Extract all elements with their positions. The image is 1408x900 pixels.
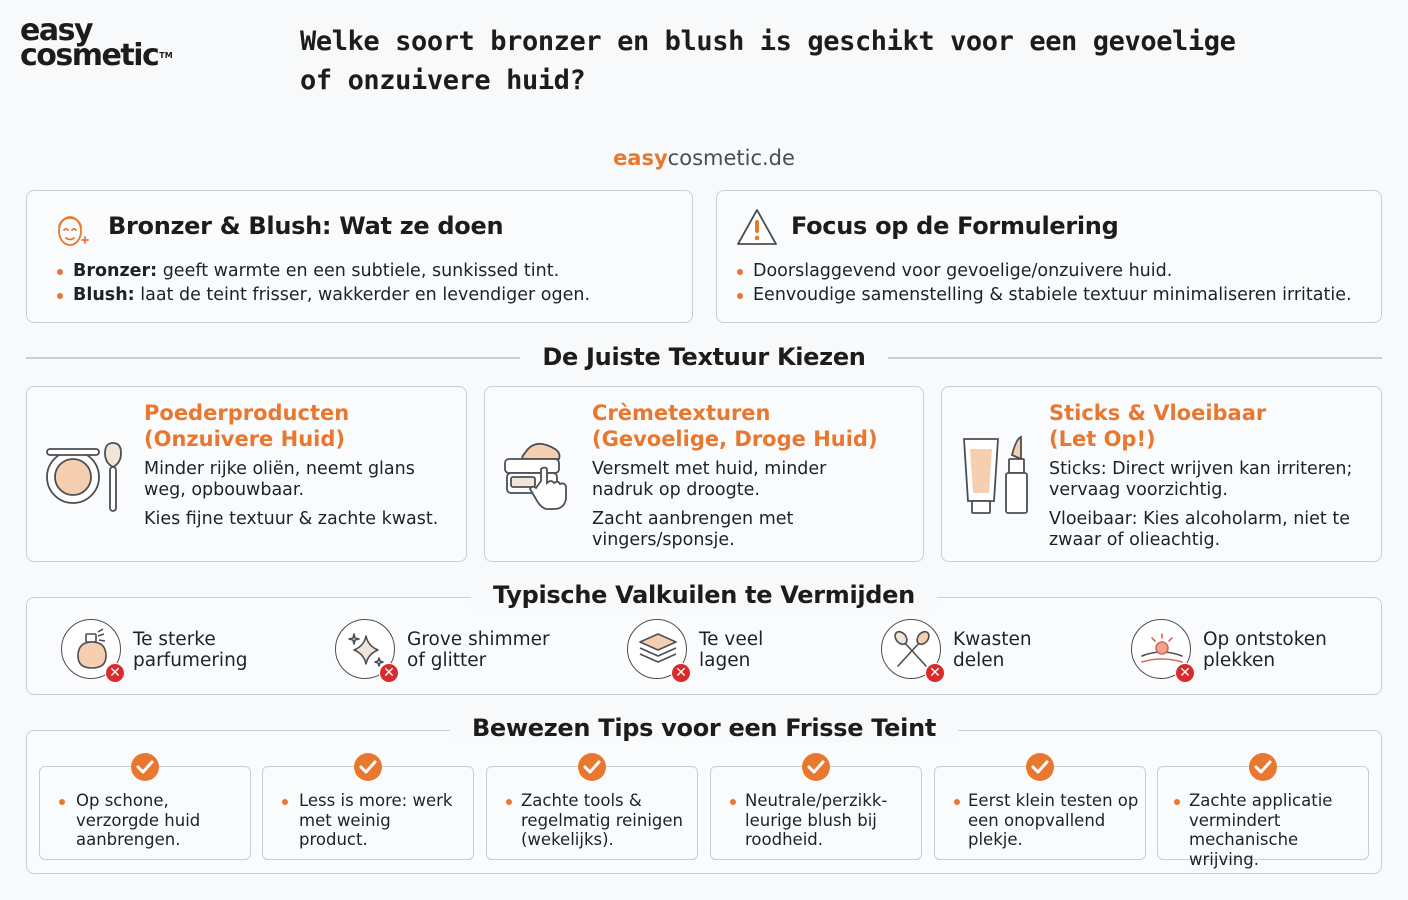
pitfall-label [1203, 629, 1327, 671]
layers-icon [636, 630, 680, 670]
error-badge-icon: ✕ [671, 663, 691, 683]
logo-tm: TM [159, 51, 173, 60]
tip-text-line: verzorgde huid [76, 810, 201, 830]
warning-icon [735, 207, 779, 247]
pitfall-label-line: lagen [699, 650, 751, 671]
texture-card-title-line: (Onzuivere Huid) [144, 427, 345, 451]
texture-card-text-line: Sticks: Direct wrijven kan irriteren; [1049, 459, 1353, 479]
tip-text-line: regelmatig reinigen [521, 810, 684, 830]
card-wat-ze-doen-heading: Bronzer & Blush: Wat ze doen [108, 212, 504, 240]
bullet-label: Blush: [73, 285, 135, 305]
texture-card-text-line: zwaar of olieachtig. [1049, 530, 1221, 550]
tip-text-line: leurige blush bij [745, 810, 877, 830]
texture-card-title-line: Sticks & Vloeibaar [1049, 401, 1267, 425]
tip-text-line: mechanische wrijving. [1189, 830, 1299, 869]
logo-line-2 [20, 38, 173, 73]
texture-card-title [144, 400, 349, 452]
texture-card-text [592, 459, 826, 551]
error-badge-icon: ✕ [1175, 663, 1195, 683]
error-badge-icon: ✕ [105, 663, 125, 683]
pitfall-item [627, 619, 847, 683]
tip-text-line: Neutrale/perzikk- [745, 791, 888, 810]
bullet-dot [954, 799, 960, 805]
texture-card-text-line: nadruk op droogte. [592, 480, 760, 500]
pitfall-label-line: Op ontstoken [1203, 629, 1327, 650]
site-url-rest: cosmetic.de [667, 146, 795, 170]
texture-card-text-line: vingers/sponsje. [592, 530, 735, 550]
section-tips [0, 714, 1408, 742]
tube-stick-icon [960, 433, 1034, 517]
pitfall-label [133, 629, 248, 671]
texture-card-text [1049, 459, 1352, 551]
tip-text-line: Eerst klein testen op [968, 791, 1139, 810]
tip-text-line: aanbrengen. [76, 830, 181, 849]
perfume-icon [72, 628, 112, 672]
bullet-label: Bronzer: [73, 261, 158, 281]
check-icon [130, 752, 160, 782]
tip-text-line: (wekelijks). [521, 830, 614, 849]
compact-brush-icon [45, 437, 129, 517]
bullet-dot [1174, 799, 1180, 805]
pitfall-label-line: Te veel [699, 629, 764, 650]
logo-line-2-text: cosmetic [20, 38, 159, 73]
texture-card-sticks [941, 386, 1382, 562]
logo-line-1: easy [20, 13, 93, 48]
site-url [0, 146, 1408, 170]
pitfall-item [881, 619, 1101, 683]
list-item: Doorslaggevend voor gevoelige/onzuivere huid. [735, 259, 1352, 283]
texture-card-creme [484, 386, 924, 562]
section-textuur [0, 343, 1408, 371]
list-item [55, 283, 590, 307]
error-badge-icon: ✕ [925, 663, 945, 683]
check-icon [353, 752, 383, 782]
bullet-dot [730, 799, 736, 805]
list-item: Eenvoudige samenstelling & stabiele textuur minimaliseren irritatie. [735, 283, 1352, 307]
tip-text-line: vermindert [1189, 810, 1281, 830]
check-icon [1248, 752, 1278, 782]
site-url-accent: easy [613, 146, 668, 170]
texture-card-text-line: vervaag voorzichtig. [1049, 480, 1228, 500]
check-icon [1025, 752, 1055, 782]
bullet-text: laat de teint frisser, wakkerder en levendiger ogen. [134, 285, 591, 305]
face-sparkle-icon [51, 209, 93, 251]
card-wat-ze-doen-list [55, 259, 590, 307]
error-badge-icon: ✕ [379, 663, 399, 683]
tip-text [968, 791, 1138, 850]
check-icon [577, 752, 607, 782]
tip-text-line: Op schone, [76, 791, 169, 810]
texture-card-poeder [26, 386, 467, 562]
pitfall-label-line: delen [953, 650, 1005, 671]
texture-card-title-line: Poederproducten [144, 401, 350, 425]
pitfall-label [699, 629, 763, 671]
tip-text [299, 791, 452, 850]
texture-card-title-line: Crèmetexturen [592, 401, 771, 425]
tip-text-line: product. [299, 830, 368, 849]
card-focus-list [735, 259, 1352, 307]
texture-card-text-line: weg, opbouwbaar. [144, 480, 305, 500]
tip-text-line: Zachte tools & [521, 791, 642, 810]
tip-text-line: plekje. [968, 830, 1023, 849]
check-icon [801, 752, 831, 782]
tip-text-line: een onopvallend [968, 810, 1106, 830]
tip-text-line: Zachte applicatie [1189, 791, 1333, 810]
card-focus-heading: Focus op de Formulering [791, 212, 1119, 240]
tip-text-line: met weinig [299, 810, 391, 830]
section-tips-heading: Bewezen Tips voor een Frisse Teint [450, 714, 958, 742]
section-valkuilen [0, 581, 1408, 609]
bullet-dot [282, 799, 288, 805]
pitfall-label-line: parfumering [133, 650, 248, 671]
pitfall-label [953, 629, 1032, 671]
pitfall-item [61, 619, 301, 683]
texture-card-title [592, 400, 878, 452]
texture-card-title-line: (Let Op!) [1049, 427, 1156, 451]
pitfall-label [407, 629, 550, 671]
bullet-dot [59, 799, 65, 805]
pitfall-label-line: Kwasten [953, 629, 1032, 650]
texture-card-text-line: Kies fijne textuur & zachte kwast. [144, 509, 439, 529]
tip-text [76, 791, 200, 850]
pitfall-label-line: of glitter [407, 650, 487, 671]
bullet-text: geeft warmte en een subtiele, sunkissed tint. [157, 261, 560, 281]
texture-card-text [144, 459, 438, 530]
pitfall-label-line: Grove shimmer [407, 629, 550, 650]
pitfall-item [335, 619, 575, 683]
brand-logo [20, 13, 173, 73]
pitfall-item [1131, 619, 1371, 683]
texture-card-title [1049, 400, 1266, 452]
cream-jar-hand-icon [501, 435, 581, 517]
texture-card-text-line: Versmelt met huid, minder [592, 459, 827, 479]
section-valkuilen-heading: Typische Valkuilen te Vermijden [471, 581, 937, 609]
page-title: Welke soort bronzer en blush is geschikt voor een gevoelige of onzuivere huid? [300, 26, 1236, 96]
texture-card-text-line: Vloeibaar: Kies alcoholarm, niet te [1049, 509, 1350, 529]
tip-text-line: roodheid. [745, 830, 823, 849]
pitfall-label-line: plekken [1203, 650, 1276, 671]
texture-card-title-line: (Gevoelige, Droge Huid) [592, 427, 878, 451]
texture-card-text-line: Zacht aanbrengen met [592, 509, 794, 529]
pitfall-label-line: Te sterke [133, 629, 216, 650]
bullet-dot [506, 799, 512, 805]
card-wat-ze-doen [26, 190, 693, 323]
tip-text [745, 791, 887, 850]
list-item [55, 259, 590, 283]
section-textuur-heading: De Juiste Textuur Kiezen [520, 343, 887, 371]
tip-text [521, 791, 683, 850]
tip-text [1189, 791, 1368, 869]
card-focus-formulering [716, 190, 1382, 323]
texture-card-text-line: Minder rijke oliën, neemt glans [144, 459, 415, 479]
tip-text-line: Less is more: werk [299, 791, 453, 810]
